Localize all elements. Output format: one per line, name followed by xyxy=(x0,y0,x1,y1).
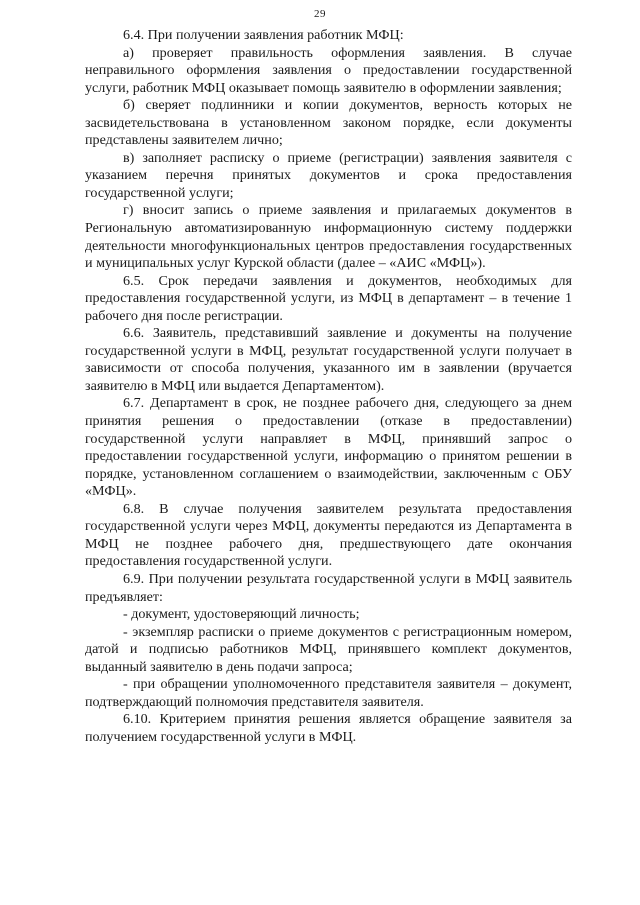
paragraph-6-4-b: б) сверяет подлинники и копии документов, верность которых не засвидетельствована в установленном законом порядке, если документы представлены заявителем лично; xyxy=(85,97,572,149)
list-item-receipt-copy: - экземпляр расписки о приеме документов с регистрационным номером, датой и подписью работников МФЦ, принявшего комплект документов, выданный заявителю в день подачи запроса; xyxy=(85,623,572,675)
paragraph-6-7: 6.7. Департамент в срок, не позднее рабочего дня, следующего за днем принятия решения о предоставлении (отказе в предоставлении) государственной услуги направляет в МФЦ, принявший запрос о предоставлении государственной услуги, информацию о принятом решении в порядке, установленном соглашением о взаимодействии, заключенным с ОБУ «МФЦ». xyxy=(85,395,572,500)
list-item-authority-document: - при обращении уполномоченного представителя заявителя – документ, подтверждающий полномочия представителя заявителя. xyxy=(85,676,572,710)
paragraph-6-8: 6.8. В случае получения заявителем результата предоставления государственной услуги через МФЦ, документы передаются из Департамента в МФЦ не позднее рабочего дня, предшествующего дате окончания предоставления государственной услуги. xyxy=(85,500,572,570)
paragraph-6-10: 6.10. Критерием принятия решения является обращение заявителя за получением государственной услуги в МФЦ. xyxy=(85,711,572,745)
paragraph-6-5: 6.5. Срок передачи заявления и документов, необходимых для предоставления государственной услуги, из МФЦ в департамент – в течение 1 рабочего дня после регистрации. xyxy=(85,272,572,324)
paragraph-6-4-a: а) проверяет правильность оформления заявления. В случае неправильного оформления заявления о предоставлении государственной услуги, работник МФЦ оказывает помощь заявителю в оформлении заявления; xyxy=(85,44,572,96)
paragraph-6-4-g: г) вносит запись о приеме заявления и прилагаемых документов в Региональную автоматизированную информационную систему поддержки деятельности многофункциональных центров предоставления государственных и муниципальных услуг Курской области (далее – «АИС «МФЦ»). xyxy=(85,202,572,272)
paragraph-6-4-v: в) заполняет расписку о приеме (регистрации) заявления заявителя с указанием перечня принятых документов и срока предоставления государственной услуги; xyxy=(85,149,572,201)
page-number: 29 xyxy=(314,8,326,20)
paragraph-6-4-heading: 6.4. При получении заявления работник МФЦ: xyxy=(123,27,404,43)
document-body xyxy=(85,27,572,746)
paragraph-6-6: 6.6. Заявитель, представивший заявление и документы на получение государственной услуги в МФЦ, результат государственной услуги получает в зависимости от способа получения, указанного им в заявлении (вручается заявителю в МФЦ или выдается Департаментом). xyxy=(85,325,572,394)
paragraph-6-9: 6.9. При получении результата государственной услуги в МФЦ заявитель предъявляет: xyxy=(85,570,572,605)
list-item-identity-document: - документ, удостоверяющий личность; xyxy=(123,606,360,623)
